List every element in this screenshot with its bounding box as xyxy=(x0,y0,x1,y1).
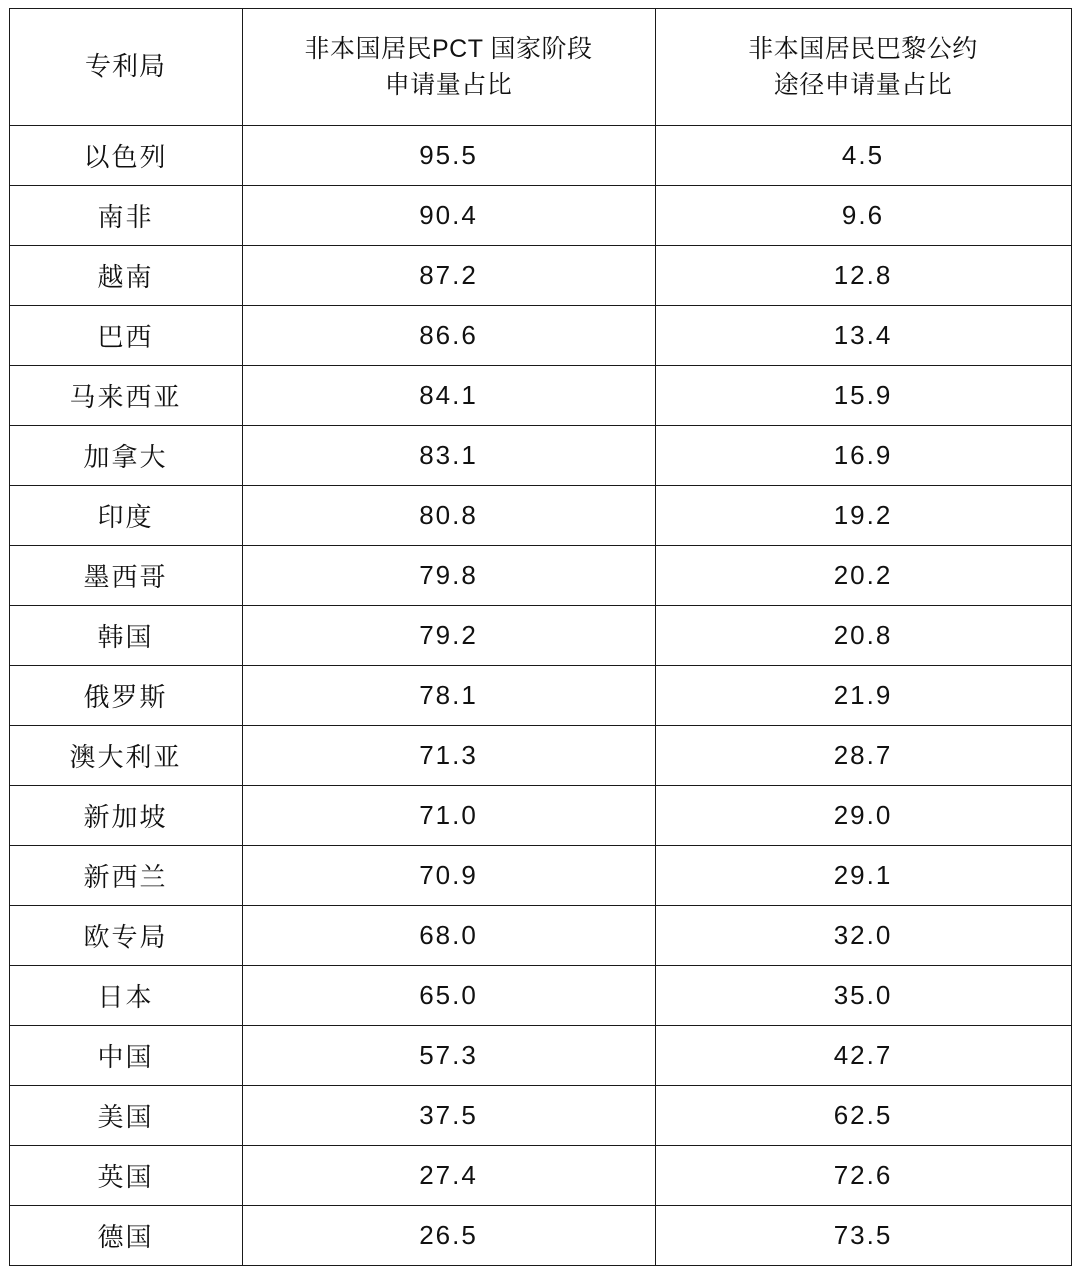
cell-office: 澳大利亚 xyxy=(9,726,242,786)
cell-paris-share: 13.4 xyxy=(655,306,1071,366)
cell-pct-share: 27.4 xyxy=(242,1146,655,1206)
cell-office: 以色列 xyxy=(9,126,242,186)
cell-office: 德国 xyxy=(9,1206,242,1266)
cell-office: 英国 xyxy=(9,1146,242,1206)
cell-pct-share: 79.2 xyxy=(242,606,655,666)
column-header-office xyxy=(9,9,242,126)
cell-pct-share: 87.2 xyxy=(242,246,655,306)
table-header xyxy=(9,9,1071,126)
cell-office: 日本 xyxy=(9,966,242,1026)
table-row xyxy=(9,846,1071,906)
cell-paris-share: 20.2 xyxy=(655,546,1071,606)
column-header-pct-share xyxy=(242,9,655,126)
cell-pct-share: 95.5 xyxy=(242,126,655,186)
cell-paris-share: 42.7 xyxy=(655,1026,1071,1086)
table-row xyxy=(9,666,1071,726)
cell-pct-share: 57.3 xyxy=(242,1026,655,1086)
cell-pct-share: 70.9 xyxy=(242,846,655,906)
column-header-paris-share-line-2: 途径申请量占比 xyxy=(773,71,953,99)
cell-office: 新加坡 xyxy=(9,786,242,846)
table-body xyxy=(9,126,1071,1266)
cell-office: 韩国 xyxy=(9,606,242,666)
cell-paris-share: 35.0 xyxy=(655,966,1071,1026)
table-row xyxy=(9,486,1071,546)
cell-paris-share: 16.9 xyxy=(655,426,1071,486)
cell-paris-share: 9.6 xyxy=(655,186,1071,246)
cell-paris-share: 29.0 xyxy=(655,786,1071,846)
cell-pct-share: 26.5 xyxy=(242,1206,655,1266)
cell-pct-share: 71.0 xyxy=(242,786,655,846)
cell-pct-share: 71.3 xyxy=(242,726,655,786)
cell-paris-share: 19.2 xyxy=(655,486,1071,546)
table-row xyxy=(9,606,1071,666)
cell-pct-share: 37.5 xyxy=(242,1086,655,1146)
cell-paris-share: 32.0 xyxy=(655,906,1071,966)
table-row xyxy=(9,426,1071,486)
table-row xyxy=(9,906,1071,966)
cell-paris-share: 4.5 xyxy=(655,126,1071,186)
table-row xyxy=(9,366,1071,426)
cell-pct-share: 83.1 xyxy=(242,426,655,486)
cell-paris-share: 21.9 xyxy=(655,666,1071,726)
cell-office: 墨西哥 xyxy=(9,546,242,606)
cell-paris-share: 29.1 xyxy=(655,846,1071,906)
cell-office: 中国 xyxy=(9,1026,242,1086)
cell-office: 印度 xyxy=(9,486,242,546)
cell-paris-share: 12.8 xyxy=(655,246,1071,306)
cell-office: 俄罗斯 xyxy=(9,666,242,726)
column-header-paris-share-line-1: 非本国居民巴黎公约 xyxy=(748,34,978,63)
table-row xyxy=(9,306,1071,366)
table-row xyxy=(9,1086,1071,1146)
cell-pct-share: 79.8 xyxy=(242,546,655,606)
cell-paris-share: 20.8 xyxy=(655,606,1071,666)
table-row xyxy=(9,246,1071,306)
cell-pct-share: 84.1 xyxy=(242,366,655,426)
cell-office: 马来西亚 xyxy=(9,366,242,426)
cell-office: 新西兰 xyxy=(9,846,242,906)
table-row xyxy=(9,186,1071,246)
table-row xyxy=(9,1206,1071,1266)
column-header-office-line-1: 专利局 xyxy=(84,51,166,82)
cell-paris-share: 28.7 xyxy=(655,726,1071,786)
column-header-paris-share xyxy=(655,9,1071,126)
cell-pct-share: 86.6 xyxy=(242,306,655,366)
table-row xyxy=(9,546,1071,606)
cell-pct-share: 65.0 xyxy=(242,966,655,1026)
cell-office: 越南 xyxy=(9,246,242,306)
table-row xyxy=(9,126,1071,186)
table-row xyxy=(9,786,1071,846)
cell-pct-share: 68.0 xyxy=(242,906,655,966)
cell-paris-share: 15.9 xyxy=(655,366,1071,426)
cell-paris-share: 72.6 xyxy=(655,1146,1071,1206)
table-row xyxy=(9,1026,1071,1086)
cell-pct-share: 78.1 xyxy=(242,666,655,726)
cell-office: 巴西 xyxy=(9,306,242,366)
table-row xyxy=(9,726,1071,786)
cell-paris-share: 62.5 xyxy=(655,1086,1071,1146)
cell-office: 欧专局 xyxy=(9,906,242,966)
column-header-pct-share-line-1: 非本国居民PCT 国家阶段 xyxy=(304,34,593,63)
table-row xyxy=(9,966,1071,1026)
column-header-pct-share-line-2: 申请量占比 xyxy=(384,71,513,99)
cell-pct-share: 90.4 xyxy=(242,186,655,246)
cell-office: 加拿大 xyxy=(9,426,242,486)
cell-office: 美国 xyxy=(9,1086,242,1146)
table-header-row xyxy=(9,9,1071,126)
table-row xyxy=(9,1146,1071,1206)
cell-pct-share: 80.8 xyxy=(242,486,655,546)
cell-paris-share: 73.5 xyxy=(655,1206,1071,1266)
patent-office-share-table xyxy=(9,8,1072,1266)
cell-office: 南非 xyxy=(9,186,242,246)
